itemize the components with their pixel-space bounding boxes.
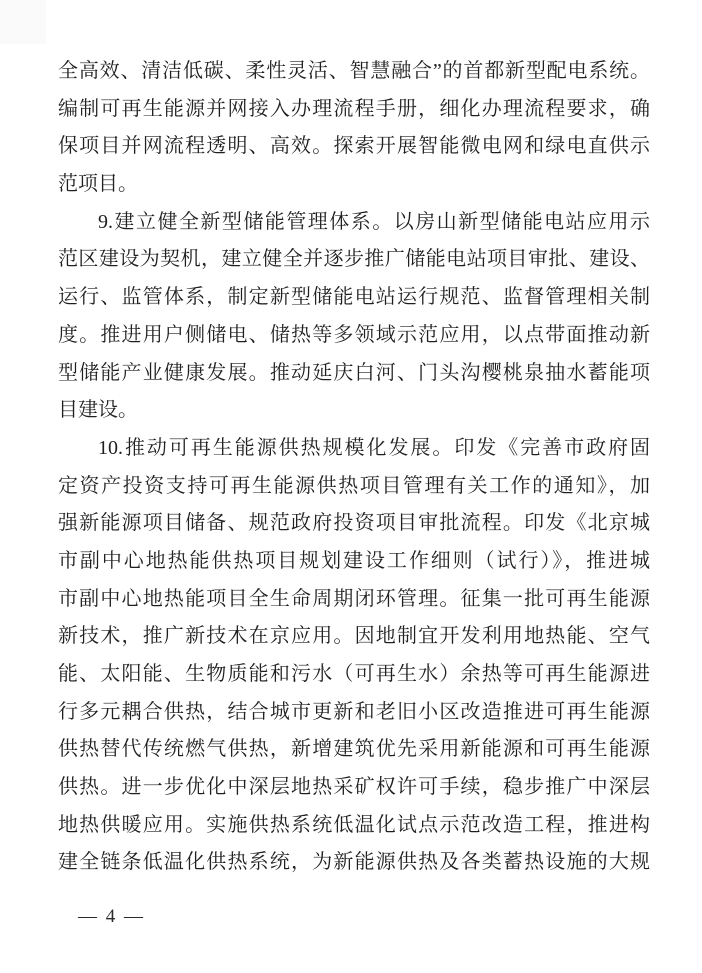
- text-line: 全高效、清洁低碳、柔性灵活、智慧融合”的首都新型配电系统。: [58, 60, 650, 82]
- text-line: 建全链条低温化供热系统，为新能源供热及各类蓄热设施的大规: [58, 851, 650, 874]
- text-line: 地热供暖应用。实施供热系统低温化试点示范改造工程，推进构: [58, 813, 650, 836]
- text-line: 行多元耦合供热，结合城市更新和老旧小区改造推进可再生能源: [58, 700, 650, 723]
- text-line: 能、太阳能、生物质能和污水（可再生水）余热等可再生能源进: [58, 663, 650, 685]
- text-line: 新技术，推广新技术在京应用。因地制宜开发利用地热能、空气: [58, 625, 650, 648]
- text-line: 强新能源项目储备、规范政府投资项目审批流程。印发《北京城: [58, 512, 650, 535]
- scan-artifact: [0, 0, 46, 44]
- text-line: 目建设。: [58, 399, 138, 422]
- text-line: 范区建设为契机，建立健全并逐步推广储能电站项目审批、建设、: [58, 248, 650, 271]
- text-line: 范项目。: [58, 173, 138, 196]
- text-line: 编制可再生能源并网接入办理流程手册，细化办理流程要求，确: [58, 97, 650, 120]
- paragraph-item-10: [58, 430, 650, 882]
- text-line: 运行、监管体系，制定新型储能电站运行规范、监督管理相关制: [58, 286, 650, 309]
- text-line: 定资产投资支持可再生能源供热项目管理有关工作的通知》，加: [58, 474, 650, 497]
- paragraph-continuation: [58, 53, 650, 204]
- text-line: 保项目并网流程透明、高效。探索开展智能微电网和绿电直供示: [58, 135, 650, 158]
- text-line: 供热。进一步优化中深层地热采矿权许可手续，稳步推广中深层: [58, 776, 650, 799]
- page-number: — 4 —: [78, 906, 145, 927]
- text-line: 市副中心地热能供热项目规划建设工作细则（试行）》，推进城: [58, 549, 650, 572]
- text-line: 度。推进用户侧储电、储热等多领域示范应用，以点带面推动新: [58, 323, 650, 346]
- paragraph-item-9: [58, 204, 650, 430]
- text-line: 市副中心地热能项目全生命周期闭环管理。征集一批可再生能源: [58, 587, 650, 610]
- document-body: [58, 53, 650, 882]
- text-line: 9.建立健全新型储能管理体系。以房山新型储能电站应用示: [98, 210, 650, 233]
- text-line: 供热替代传统燃气供热，新增建筑优先采用新能源和可再生能源: [58, 738, 650, 761]
- text-line: 10.推动可再生能源供热规模化发展。印发《完善市政府固: [98, 436, 650, 459]
- text-line: 型储能产业健康发展。推动延庆白河、门头沟樱桃泉抽水蓄能项: [58, 361, 650, 384]
